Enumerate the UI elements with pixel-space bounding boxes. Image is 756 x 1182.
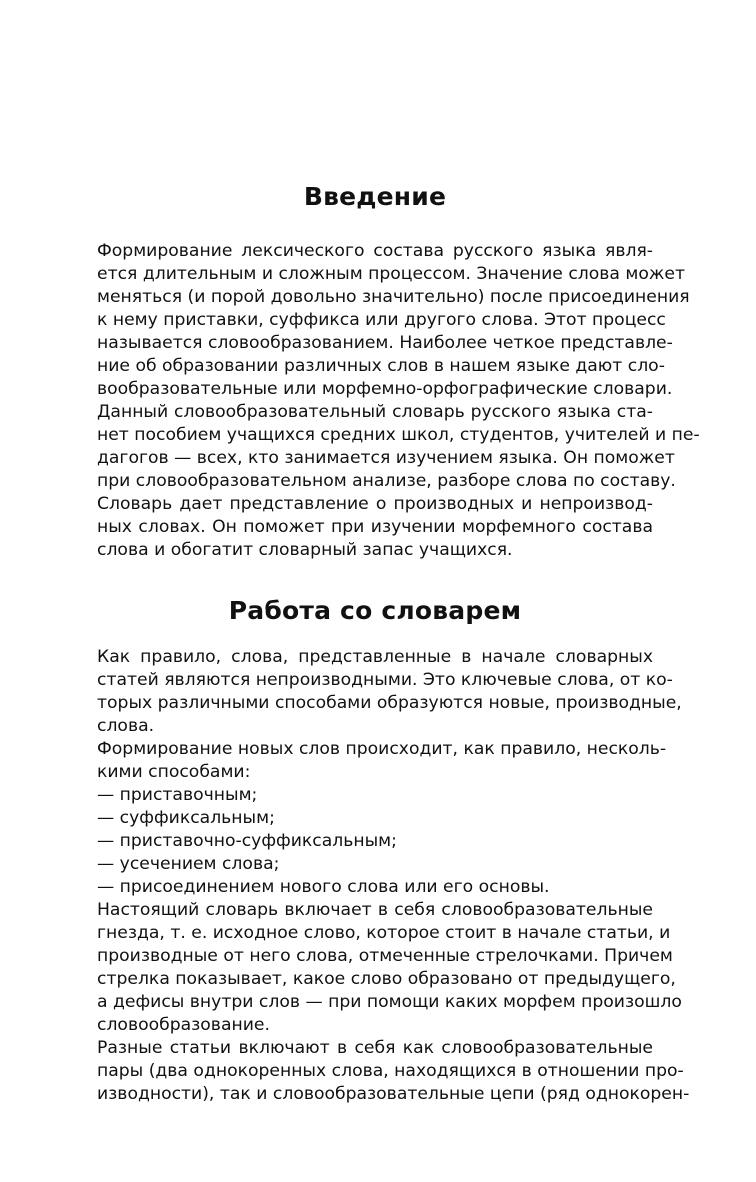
text-line: вообразовательные или морфемно-орфографические словари. bbox=[97, 379, 673, 399]
text-line: слова. bbox=[97, 716, 155, 736]
text-line: нет пособием учащихся средних школ, студентов, учителей и пе- bbox=[97, 425, 700, 445]
text-line: производные от него слова, отмеченные стрелочками. Причем bbox=[97, 946, 673, 966]
text-line: Словарь дает представление о производных и непроизвод- bbox=[97, 494, 653, 514]
text-line: кими способами: bbox=[97, 762, 251, 782]
text-line: — присоединением нового слова или его основы. bbox=[97, 877, 550, 897]
heading-working-with-dictionary: Работа со словарем bbox=[228, 596, 522, 625]
text-line: ние об образовании различных слов в нашем языке дают сло- bbox=[97, 356, 665, 376]
text-line: изводности), так и словообразовательные цепи (ряд однокорен- bbox=[97, 1084, 690, 1104]
text-line: гнезда, т. е. исходное слово, которое стоит в начале статьи, и bbox=[97, 923, 671, 943]
text-line: ных словах. Он поможет при изучении морфемного состава bbox=[97, 517, 653, 537]
text-line: называется словообразованием. Наиболее четкое представле- bbox=[97, 333, 673, 353]
text-line: — суффиксальным; bbox=[97, 808, 275, 828]
text-line: а дефисы внутри слов — при помощи каких морфем произошло bbox=[97, 992, 682, 1012]
working-with-dictionary-text bbox=[97, 646, 690, 1106]
text-line: Формирование лексического состава русского языка явля- bbox=[97, 241, 653, 261]
text-line: ется длительным и сложным процессом. Значение слова может bbox=[97, 264, 685, 284]
text-line: пары (два однокоренных слова, находящихся в отношении про- bbox=[97, 1061, 684, 1081]
text-line: — усечением слова; bbox=[97, 854, 280, 874]
text-line: Настоящий словарь включает в себя словообразовательные bbox=[97, 900, 653, 920]
text-line: при словообразовательном анализе, разборе слова по составу. bbox=[97, 471, 676, 491]
text-line: Формирование новых слов происходит, как правило, несколь- bbox=[97, 739, 667, 759]
text-line: торых различными способами образуются новые, производные, bbox=[97, 693, 682, 713]
text-line: — приставочным; bbox=[97, 785, 258, 805]
text-line: статей являются непроизводными. Это ключевые слова, от ко- bbox=[97, 670, 673, 690]
text-line: стрелка показывает, какое слово образовано от предыдущего, bbox=[97, 969, 676, 989]
text-line: Как правило, слова, представленные в начале словарных bbox=[97, 647, 653, 667]
text-line: меняться (и порой довольно значительно) после присоединения bbox=[97, 287, 690, 307]
text-line: словообразование. bbox=[97, 1015, 270, 1035]
text-line: — приставочно-суффиксальным; bbox=[97, 831, 397, 851]
text-line: Данный словообразовательный словарь русского языка ста- bbox=[97, 402, 653, 422]
heading-introduction: Введение bbox=[303, 182, 447, 211]
text-line: слова и обогатит словарный запас учащихся. bbox=[97, 540, 513, 560]
text-line: дагогов — всех, кто занимается изучением языка. Он поможет bbox=[97, 448, 675, 468]
text-line: Разные статьи включают в себя как словообразовательные bbox=[97, 1038, 653, 1058]
introduction-text bbox=[97, 240, 700, 562]
text-line: к нему приставки, суффикса или другого слова. Этот процесс bbox=[97, 310, 666, 330]
